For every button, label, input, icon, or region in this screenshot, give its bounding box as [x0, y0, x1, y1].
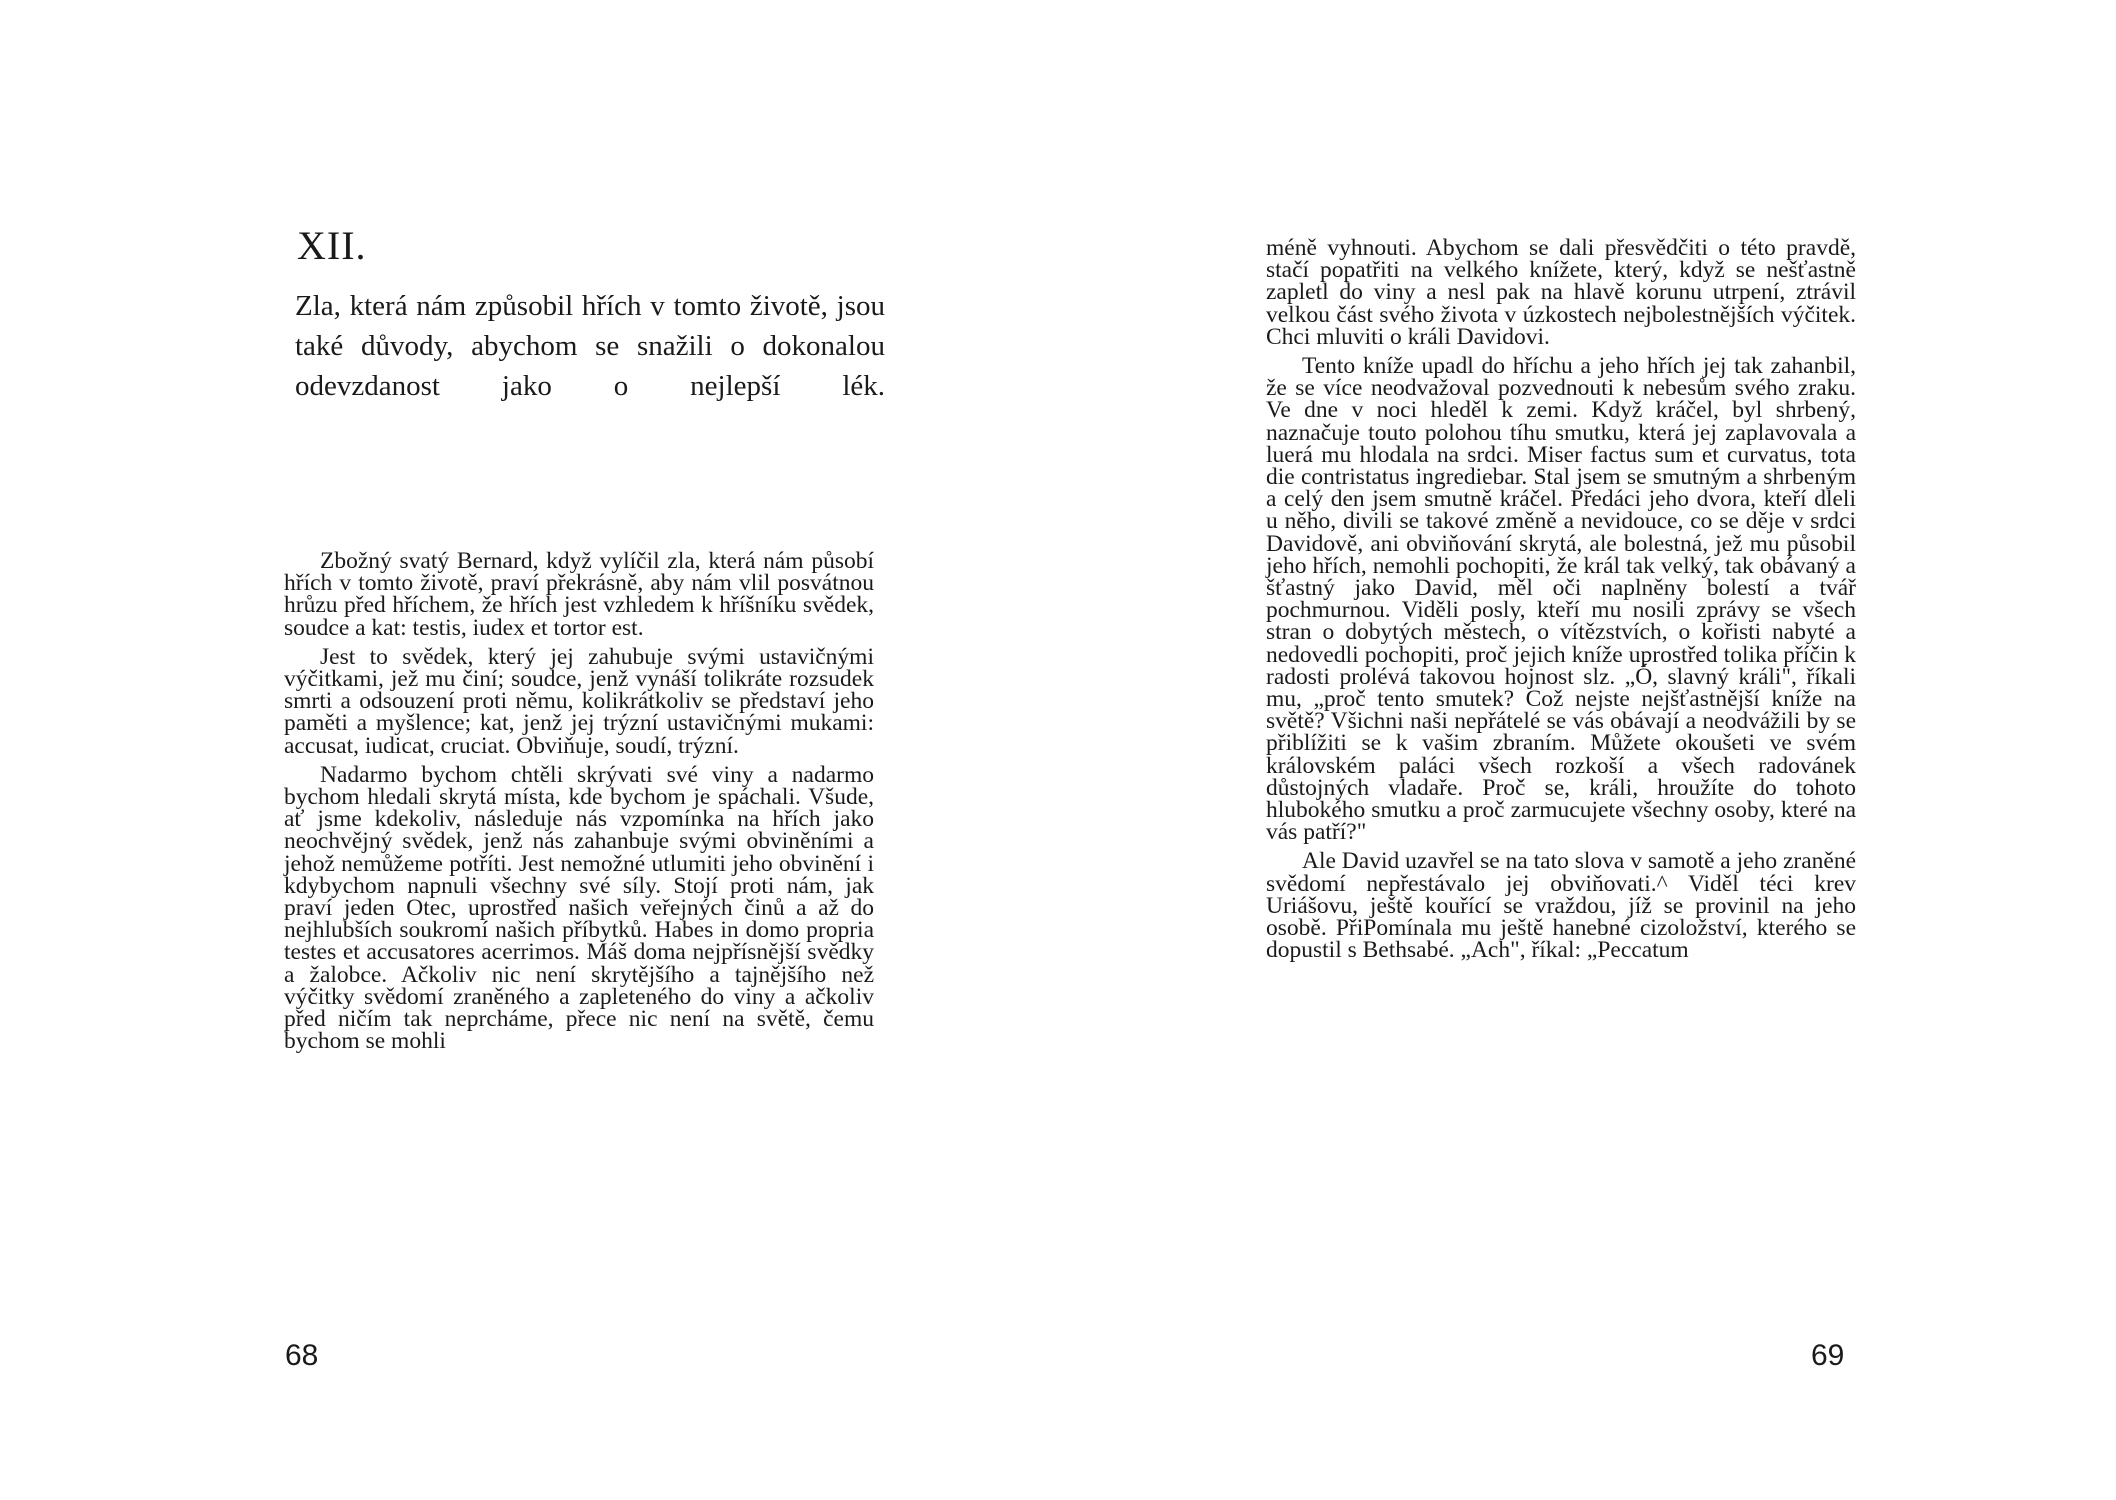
paragraph: méně vyhnouti. Abychom se dali přesvědčiti o této pravdě, stačí popatřiti na velkého knížete, který, když se nešťastně zapletl do viny a nesl pak na hlavě korunu utrpení, ztrávil velkou část svého života v úzkostech nejbolestnějších výčitek. Chci mluviti o králi Davidovi.: [1266, 235, 1856, 350]
right-page-body: [1266, 237, 1856, 969]
left-page-body: [284, 550, 874, 1059]
paragraph: Jest to svědek, který jej zahubuje svými ustavičnými výčitkami, jež mu činí; soudce, jenž vynáší tolikráte rozsudek smrti a odsouzení proti němu, kolikrátkoliv se představí jeho paměti a myšlence; kat, jenž jej trýzní ustavičnými mukami: accusat, iudicat, cruciat. Obviňuje, soudí, trýzní.: [284, 643, 874, 759]
page-number: 69: [1811, 1339, 1845, 1372]
chapter-number: XII.: [297, 223, 367, 268]
chapter-title: Zla, která nám způsobil hřích v tomto životě, jsou také důvody, abychom se snažili o dokonalou odevzdanost jako o nejlepší lék.: [295, 290, 885, 402]
paragraph: Zbožný svatý Bernard, když vylíčil zla, která nám působí hřích v tomto životě, praví překrásně, aby nám vlil posvátnou hrůzu před hříchem, že hřích jest vzhledem k hříšníku svědek, soudce a kat: testis, iudex et tortor est.: [284, 548, 874, 641]
paragraph: Nadarmo bychom chtěli skrývati své viny a nadarmo bychom hledali skrytá místa, kde bychom je spáchali. Všude, ať jsme kdekoliv, následuje nás vzpomínka na hřích jako neochvějný svědek, jenž nás zahanbuje svými obviněními a jehož nemůžeme potříti. Jest nemožné utlumiti jeho obvinění i kdybychom napnuli všechny své síly. Stojí proti nám, jak praví jeden Otec, uprostřed našich veřejných činů a až do nejhlubších soukromí našich příbytků. Habes in domo propria testes et accusatores acerrimos. Máš doma nejpřísnější svědky a žalobce. Ačkoliv nic není skrytějšího a tajnějšího než výčitky svědomí zraněného a zapleteného do viny a ačkoliv před ničím tak neprcháme, přece nic není na světě, čemu bychom se mohli: [284, 761, 874, 1055]
page-number: 68: [285, 1339, 319, 1372]
paragraph: Tento kníže upadl do hříchu a jeho hřích jej tak zahanbil, že se více neodvažoval pozvednouti k nebesům svého zraku. Ve dne v noci hleděl k zemi. Když kráčel, byl shrbený, naznačuje touto polohou tíhu smutku, která jej zaplavovala a luerá mu hlodala na srdci. Miser factus sum et curvatus, tota die contristatus ingrediebar. Stal jsem se smutným a shrbeným a celý den jsem smutně kráčel. Předáci jeho dvora, kteří dleli u něho, divili se takové změně a nevidouce, co se děje v srdci Davidově, ani obviňování skrytá, ale bolestná, jež mu působil jeho hřích, nemohli pochopiti, že král tak velký, tak obávaný a šťastný jako David, měl oči naplněny bolestí a tvář pochmurnou. Viděli posly, kteří mu nosili zprávy se všech stran o dobytých městech, o vítězstvích, o kořisti nabyté a nedovedli pochopiti, proč jejich kníže uprostřed tolika příčin k radosti prolévá takovou hojnost slz. „Ó, slavný králi", říkali mu, „proč tento smutek? Což nejste nejšťastnější kníže na světě? Všichni naši nepřátelé se vás obávají a neodvážili by se přiblížiti se k vašim zbraním. Můžete okoušeti ve svém královském paláci všech rozkoší a všech radovánek důstojných vladaře. Proč se, králi, hroužíte do tohoto hlubokého smutku a proč zarmucujete všechny osoby, které na vás patří?": [1266, 353, 1856, 846]
right-page: [1058, 0, 2116, 1500]
paragraph: Ale David uzavřel se na tato slova v samotě a jeho zraněné svědomí nepřestávalo jej obviňovati.^ Viděl téci krev Uriášovu, ještě kouřící se vraždou, jíž se provinil na jeho osobě. PřiPomínala mu ještě hanebné cizoložství, kterého se dopustil s Bethsabé. „Ach", říkal: „Peccatum: [1266, 848, 1856, 964]
